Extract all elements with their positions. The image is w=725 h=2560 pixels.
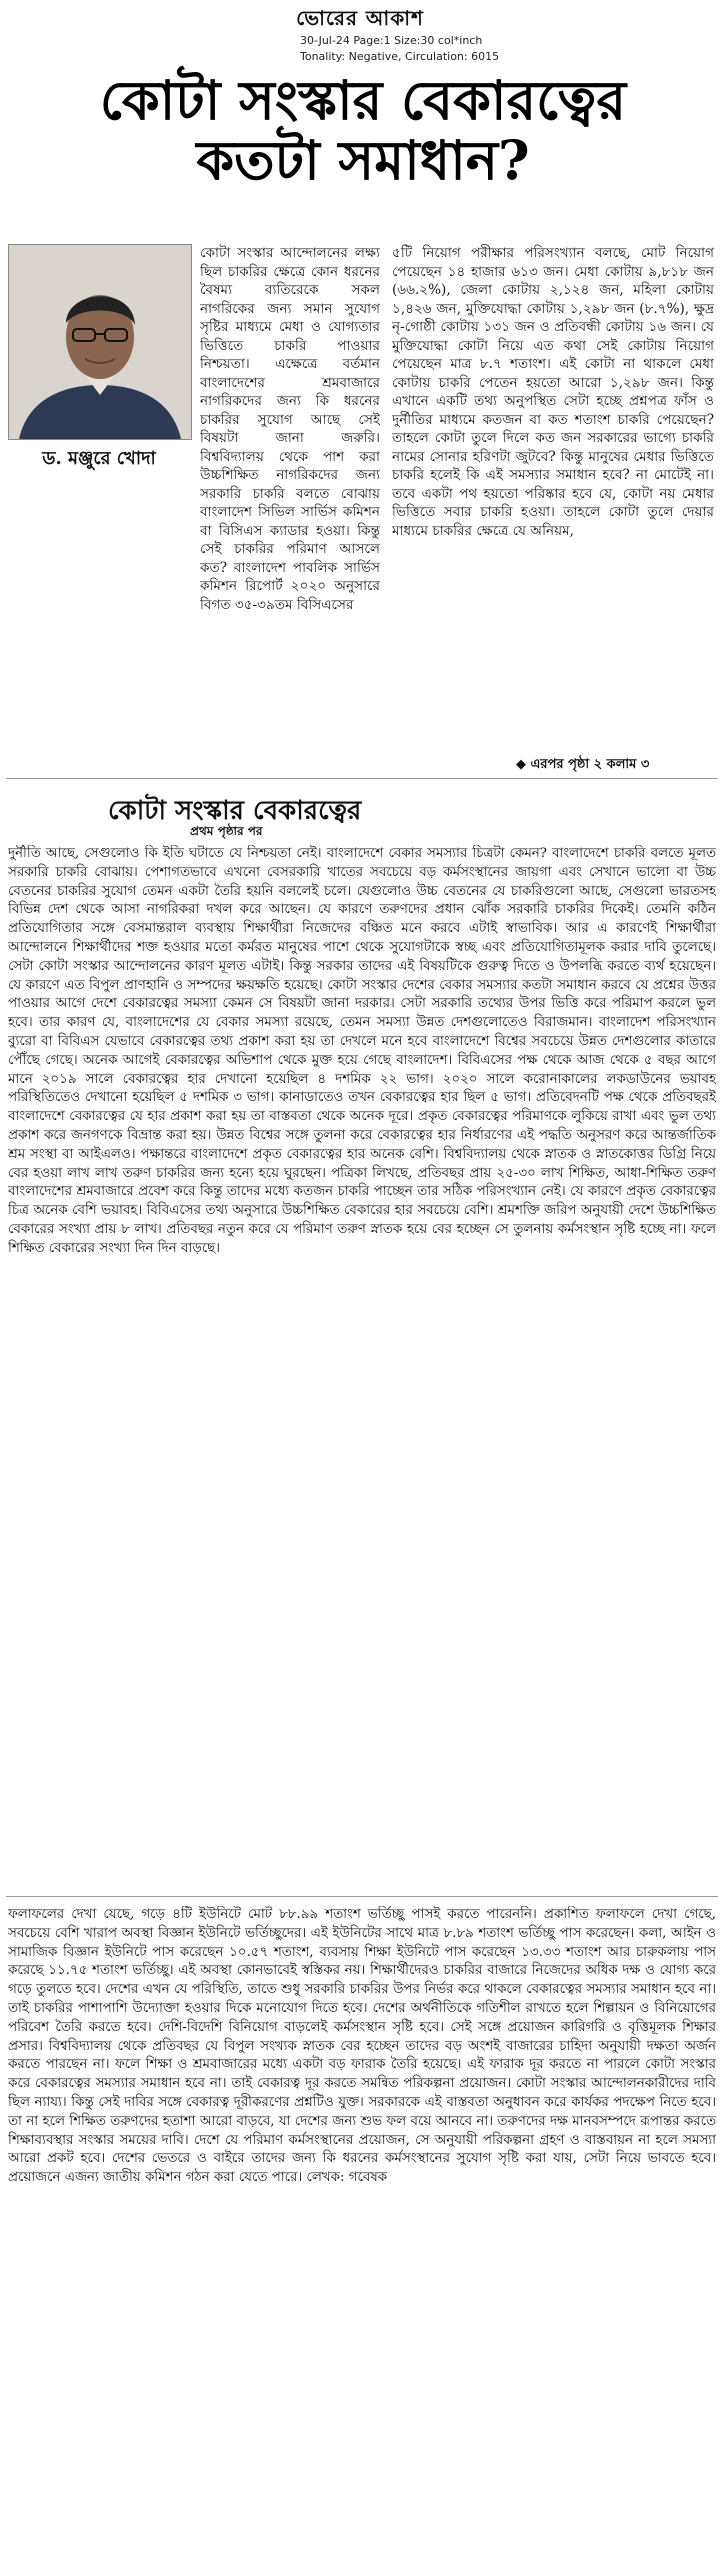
article-headline bbox=[18, 70, 708, 190]
continuation-text-2: ফলাফলের দেখা যেছে, গড়ে ৪টি ইউনিটে মোট ৮৮.৯৯ শতাংশ ভর্তিচ্ছু পাসই করতে পারেননি। প্রকাশিত ফলাফলে দেখা গেছে, সবচেয়ে বেশি খারাপ অবস্থা বিজ্ঞান ইউনিটে ভর্তিচ্ছুদের। এই ইউনিটের সাথে মাত্র ৮.৮৯ শতাংশ ভর্তিচ্ছু পাস করেছেন। কলা, আইন ও সামাজিক বিজ্ঞান ইউনিটে পাস করেছেন ১০.৫৭ শতাংশ, ব্যবসায় শিক্ষা ইউনিটে পাস করেছেন ১৩.৩৩ শতাংশ আর চারুকলায় পাস করেছে ১১.৭৫ শতাংশ ভর্তিচ্ছু। এই অবস্থা কোনভাবেই স্বস্তিকর নয়। শিক্ষার্থীদেরও চাকরির বাজারে নিজেদের অধিক দক্ষ ও যোগ্য করে গড়ে তুলতে হবে। দেশের এখন যে পরিস্থিতি, তাতে শুধু সরকারি চাকরির উপর নির্ভর করে থাকলে বেকারত্বের সমস্যার সমাধান হবে না। তাই চাকরির পাশাপাশি উদ্যোক্তা হওয়ার দিকে মনোযোগ দিতে হবে। দেশের অর্থনীতিকে গতিশীল রাখতে হলে শিল্পায়ন ও বিনিয়োগের পরিবেশ তৈরি করতে হবে। দেশি-বিদেশি বিনিয়োগ বাড়লেই কর্মসংস্থান সৃষ্টি হবে। সেই সঙ্গে প্রয়োজন কারিগরি ও বৃত্তিমূলক শিক্ষার প্রসার। বিশ্ববিদ্যালয় থেকে প্রতিবছর যে বিপুল সংখ্যক স্নাতক বের হচ্ছেন তাদের বড় অংশই বাজারের চাহিদা অনুযায়ী দক্ষতা অর্জন করতে পারছেন না। ফলে শিক্ষা ও শ্রমবাজারের মধ্যে একটা বড় ফারাক তৈরি হয়েছে। এই ফারাক দূর করতে না পারলে কোটা সংস্কার করে বেকারত্বের সমস্যার সমাধান হবে না। তাই বেকারত্ব দূর করতে সমন্বিত পরিকল্পনা প্রয়োজন। কোটা সংস্কার আন্দোলনকারীদের দাবি ছিল ন্যায্য। কিন্তু সেই দাবির সঙ্গে বেকারত্ব দূরীকরণের প্রশ্নটিও যুক্ত। সরকারকে এই বাস্তবতা অনুধাবন করে কার্যকর পদক্ষেপ নিতে হবে। তা না হলে শিক্ষিত তরুণদের হতাশা আরো বাড়বে, যা দেশের জন্য শুভ ফল বয়ে আনবে না। তরুণদের দক্ষ মানবসম্পদে রূপান্তর করতে শিক্ষাব্যবস্থার সংস্কার সময়ের দাবি। দেশে যে পরিমাণ কর্মসংস্থানের প্রয়োজন, সে অনুযায়ী পরিকল্পনা গ্রহণ ও বাস্তবায়ন না হলে সমস্যা আরো প্রকট হবে। দেশের ভেতরে ও বাইরে তাদের জন্য কি ধরনের কর্মসংস্থানের সুযোগ সৃষ্টি করা যায়, সেটা নিয়ে ভাবতে হবে। প্রয়োজনে এজন্য জাতীয় কমিশন গঠন করা যেতে পারে। লেখক: গবেষক bbox=[8, 1907, 716, 2186]
author-byline: ড. মঞ্জুরে খোদা bbox=[42, 448, 156, 469]
author-portrait-illustration bbox=[9, 245, 191, 439]
clip-join-divider bbox=[6, 1896, 718, 1897]
continuation-text-1: দুর্নীতি আছে, সেগুলোও কি ইতি ঘটাতে যে নিশ্চয়তা নেই। বাংলাদেশে বেকার সমস্যার চিত্রটা কেমন? বাংলাদেশে চাকরি বলতে মূলত সরকারি চাকরি বোঝায়। পেশাগতভাবে এখনো বেসরকারি খাতের সবচেয়ে বড় কর্মসংস্থানের জায়গা এবং সেখানে ভালো বা উচ্চ বেতনের চাকরির সুযোগ তেমন একটা তৈরি হয়নি বললেই চলে। যেগুলোও উচ্চ বেতনের যে চাকরিগুলো আছে, সেগুলো ভারতসহ বিভিন্ন দেশ থেকে আসা নাগরিকরা দখল করে আছেন। যে কারণে তরুণদের প্রধান ঝোঁক সরকারি চাকরির দিকেই। তেমনি কঠিন প্রতিযোগিতার সঙ্গে বেসমান্তরাল ব্যবস্থায় শিক্ষার্থীরা নিজেদের বঞ্চিত মনে করবে এটাই স্বাভাবিক। আর এ কারণেই শিক্ষার্থীরা আন্দোলনে শিক্ষার্থীদের শক্ত হওয়ার মতো কর্মরত মানুষের পাশে থেকে সুযোগটাকে স্বচ্ছ এবং প্রতিযোগিতামূলক করার দাবি তুলেছে। সেটা কোটা সংস্কার আন্দোলনের কারণ মূলত এটাই। কিন্তু সরকার তাদের এই বিষয়টিকে গুরুত্ব দিতে ও উপলব্ধি করতে ব্যর্থ হয়েছেন। যে কারণে এত বিপুল প্রাণহানি ও সম্পদের ক্ষয়ক্ষতি হয়েছে। কোটা সংস্কার দেশের বেকার সমস্যার কতটা সমাধান করবে যে প্রশ্নের উত্তর পাওয়ার আগে দেশে বেকারত্বের সমস্যা কেমন সে বিষয়টা জানা দরকার। সেটা সরকারি তথ্যের উপর ভিত্তি করে পরিমাপ করলে ভুল হবে। তার কারণ যে, বাংলাদেশের যে বেকার সমস্যা রয়েছে, তেমন সমস্যা উন্নত দেশগুলোতেও বিরাজমান। বাংলাদেশ পরিসংখ্যান ব্যুরো বা বিবিএস যেভাবে বেকারত্বের তথ্য প্রকাশ করা হয় তা দেখলে মনে হবে বাংলাদেশে বিশ্বের সবচেয়ে উন্নত দেশগুলোর কাতারে পৌঁছে গেছে। অনেক আগেই বেকারত্বের অভিশাপ থেকে মুক্ত হয়ে গেছে বাংলাদেশ। বিবিএসের পক্ষ থেকে আজ থেকে ৫ বছর আগে মানে ২০১৯ সালে বেকারত্বের হার দেখানো হয়েছিল ৪ দশমিক ২২ ভাগ। ২০২০ সালে করোনাকালের লকডাউনের ভয়াবহ পরিস্থিতিতেও দেখানো হয়েছিল ৫ দশমিক ৩ ভাগ। কানাডাতেও তখন বেকারত্বের হার ছিল ৫ ভাগ। প্রতিবেদনটি পক্ষ থেকে প্রতিবছরই বাংলাদেশে বেকারত্বের যে হার প্রকাশ করা হয় তা বাস্তবতা থেকে অনেক দূরে। প্রকৃত বেকারত্বের পরিমাণকে লুকিয়ে রাখা এবং ভুল তথ্য প্রকাশ করে জনগণকে বিভ্রান্ত করা হয়। উন্নত বিশ্বের সঙ্গে তুলনা করে বেকারত্বের হার নির্ধারণের এই পদ্ধতি অনুসরণ করে আন্তর্জাতিক শ্রম সংস্থা বা আইএলও। পক্ষান্তরে বাংলাদেশে প্রকৃত বেকারত্বের হার অনেক বেশি। বিশ্ববিদ্যালয় থেকে স্নাতক ও স্নাতকোত্তর ডিগ্রি নিয়ে বের হওয়া লাখ লাখ তরুণ চাকরির জন্য হন্যে হয়ে ঘুরছেন। পত্রিকা লিখছে, প্রতিবছর প্রায় ২৫-৩০ লাখ শিক্ষিত, আধা-শিক্ষিত তরুণ বাংলাদেশের শ্রমবাজারে প্রবেশ করে কিন্তু তাদের মধ্যে কতজন চাকরি পাচ্ছেন তার সঠিক পরিসংখ্যান নেই। যে কারণে প্রকৃত বেকারত্বের চিত্র অনেক বেশি ভয়াবহ। বিবিএসের তথ্য অনুসারে উচ্চশিক্ষিত বেকারের হার সবচেয়ে বেশি। শ্রমশক্তি জরিপ অনুযায়ী দেশে উচ্চশিক্ষিত বেকারের সংখ্যা প্রায় ৮ লাখ। প্রতিবছর নতুন করে যে পরিমাণ তরুণ স্নাতক হয়ে বের হচ্ছেন সে তুলনায় কর্মসংস্থান সৃষ্টি হচ্ছে না। ফলে শিক্ষিত বেকারের সংখ্যা দিন দিন বাড়ছে। bbox=[8, 846, 716, 1256]
headline-line-1: কোটা সংস্কার বেকারত্বের bbox=[99, 68, 627, 132]
clip-date-page-size: 30-Jul-24 Page:1 Size:30 col*inch bbox=[300, 34, 483, 47]
author-photo bbox=[8, 244, 192, 440]
continuation-block-1 bbox=[8, 845, 716, 1885]
headline-line-2: কতটা সমাধান? bbox=[196, 128, 530, 192]
continuation-subtitle: প্রথম পৃষ্ঠার পর bbox=[190, 824, 263, 838]
newspaper-name: ভোরের আকাশ bbox=[296, 6, 424, 30]
jump-note: ◆ এরপর পৃষ্ঠা ২ কলাম ৩ bbox=[516, 757, 650, 772]
clip-tonality-circulation: Tonality: Negative, Circulation: 6015 bbox=[300, 50, 500, 63]
lead-column-right bbox=[392, 244, 714, 749]
lead-column-left bbox=[200, 244, 380, 774]
section-divider bbox=[6, 778, 718, 779]
continuation-block-2 bbox=[8, 1906, 716, 2551]
lead-right-text: ৫টি নিয়োগ পরীক্ষার পরিসংখ্যান বলছে, মোট নিয়োগ পেয়েছেন ১৪ হাজার ৬১৩ জন। মেধা কোটায় ৯,৮১৮ জন (৬৬.২%), জেলা কোটায় ২,১২৪ জন, মহিলা কোটায় ১,৪২৬ জন, মুক্তিযোদ্ধা কোটায় ১,২৯৮ জন (৮.৭%), ক্ষুদ্র নৃ-গোষ্ঠী কোটায় ১৩১ জন ও প্রতিবন্ধী কোটায় ১৬ জন। যে মুক্তিযোদ্ধা কোটা নিয়ে এত কথা সেই কোটায় নিয়োগ পেয়েছেন মাত্র ৮.৭ শতাংশ। এই কোটা না থাকলে মেধা কোটায় চাকরি পেতেন হয়তো আরো ১,২৯৮ জন। কিন্তু এখানে একটি তথ্য অনুপস্থিত সেটা হচ্ছে প্রশ্নপত্র ফাঁস ও দুর্নীতির মাধ্যমে কতজন বা কত শতাংশ চাকরি পেয়েছেন? তাহলে কোটা তুলে দিলে কত জন সরকারের ভাগ্যে চাকরি নামের সোনার হরিণটা জুটবে? কিন্তু মানুষের মেধার ভিত্তিতে চাকরি হলেই কি এই সমস্যার সমাধান হবে? না মোটেই না। তবে একটা পথ হয়তো পরিষ্কার হবে যে, কোটা নয় মেধার ভিত্তিতে সবার চাকরি হওয়া। তাহলে কোটা তুলে দেয়ার মাধ্যমে চাকরির ক্ষেত্রে যে অনিয়ম, bbox=[392, 245, 714, 539]
lead-left-text: কোটা সংস্কার আন্দোলনের লক্ষ্য ছিল চাকরির ক্ষেত্রে কোন ধরনের বৈষম্য ব্যতিরেকে সকল নাগরিকের জন্য সমান সুযোগ সৃষ্টির মাধ্যমে মেধা ও যোগ্যতার ভিত্তিতে চাকরি পাওয়ার নিশ্চয়তা। এক্ষেত্রে বর্তমান বাংলাদেশের শ্রমবাজারে নাগরিকদের জন্য কি ধরনের চাকরির সুযোগ আছে সেই বিষয়টা জানা জরুরি। বিশ্ববিদ্যালয় থেকে পাশ করা উচ্চশিক্ষিত নাগরিকদের জন্য সরকারি চাকরি বলতে বোঝায় বাংলাদেশ সিভিল সার্ভিস কমিশন বা বিসিএস ক্যাডার হওয়া। কিন্তু সেই চাকরির পরিমাণ আসলে কত? বাংলাদেশ পাবলিক সার্ভিস কমিশন রিপোর্ট ২০২০ অনুসারে বিগত ৩৫-৩৯তম বিসিএসের bbox=[200, 245, 380, 613]
continuation-title: কোটা সংস্কার বেকারত্বের bbox=[108, 796, 362, 826]
